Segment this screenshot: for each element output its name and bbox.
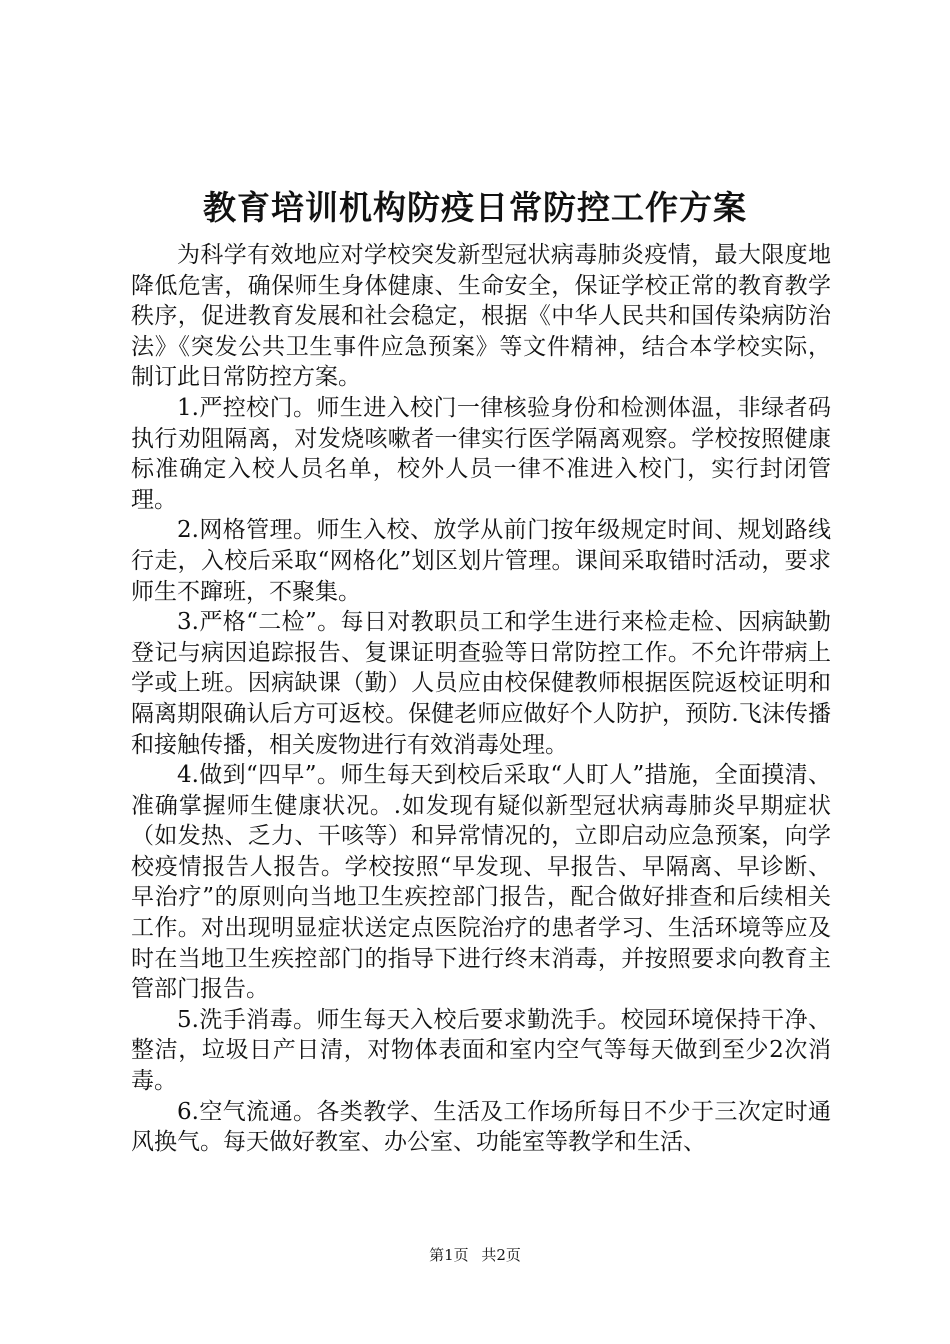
document-title: 教育培训机构防疫日常防控工作方案 <box>203 188 747 227</box>
page-total: 共2页 <box>481 1246 521 1264</box>
paragraph-intro: 为科学有效地应对学校突发新型冠状病毒肺炎疫情，最大限度地降低危害，确保师生身体健康、生命安全，保证学校正常的教育教学秩序，促进教育发展和社会稳定，根据《中华人民共和国传染病防治法》《突发公共卫生事件应急预案》等文件精神，结合本学校实际，制订此日常防控方案。 <box>131 242 831 391</box>
paragraph-item-3: 3.严格“二检”。每日对教职员工和学生进行来检走检、因病缺勤登记与病因追踪报告、复课证明查验等日常防控工作。不允许带病上学或上班。因病缺课（勤）人员应由校保健教师根据医院返校证明和隔离期限确认后方可返校。保健老师应做好个人防护，预防.飞沫传播和接触传播，相关废物进行有效消毒处理。 <box>131 609 831 758</box>
paragraph-item-4: 4.做到“四早”。师生每天到校后采取“人盯人”措施，全面摸清、准确掌握师生健康状况。.如发现有疑似新型冠状病毒肺炎早期症状（如发热、乏力、干咳等）和异常情况的，立即启动应急预案，向学校疫情报告人报告。学校按照“早发现、早报告、早隔离、早诊断、早治疗”的原则向当地卫生疾控部门报告，配合做好排查和后续相关工作。对出现明显症状送定点医院治疗的患者学习、生活环境等应及时在当地卫生疾控部门的指导下进行终末消毒，并按照要求向教育主管部门报告。 <box>131 762 831 1003</box>
document-body <box>131 240 831 1158</box>
paragraph-item-5: 5.洗手消毒。师生每天入校后要求勤洗手。校园环境保持干净、整洁，垃圾日产日清，对物体表面和室内空气等每天做到至少2次消毒。 <box>131 1006 831 1095</box>
paragraph-item-2: 2.网格管理。师生入校、放学从前门按年级规定时间、规划路线行走，入校后采取“网格化”划区划片管理。课间采取错时活动，要求师生不蹿班，不聚集。 <box>131 517 831 605</box>
page-footer <box>0 1245 950 1265</box>
paragraph-item-6: 6.空气流通。各类教学、生活及工作场所每日不少于三次定时通风换气。每天做好教室、办公室、功能室等教学和生活、 <box>131 1098 831 1156</box>
page-number: 第1页 <box>429 1246 469 1264</box>
paragraph-item-1: 1.严控校门。师生进入校门一律核验身份和检测体温，非绿者码执行劝阻隔离，对发烧咳嗽者一律实行医学隔离观察。学校按照健康标准确定入校人员名单，校外人员一律不准进入校门，实行封闭管理。 <box>131 394 831 513</box>
